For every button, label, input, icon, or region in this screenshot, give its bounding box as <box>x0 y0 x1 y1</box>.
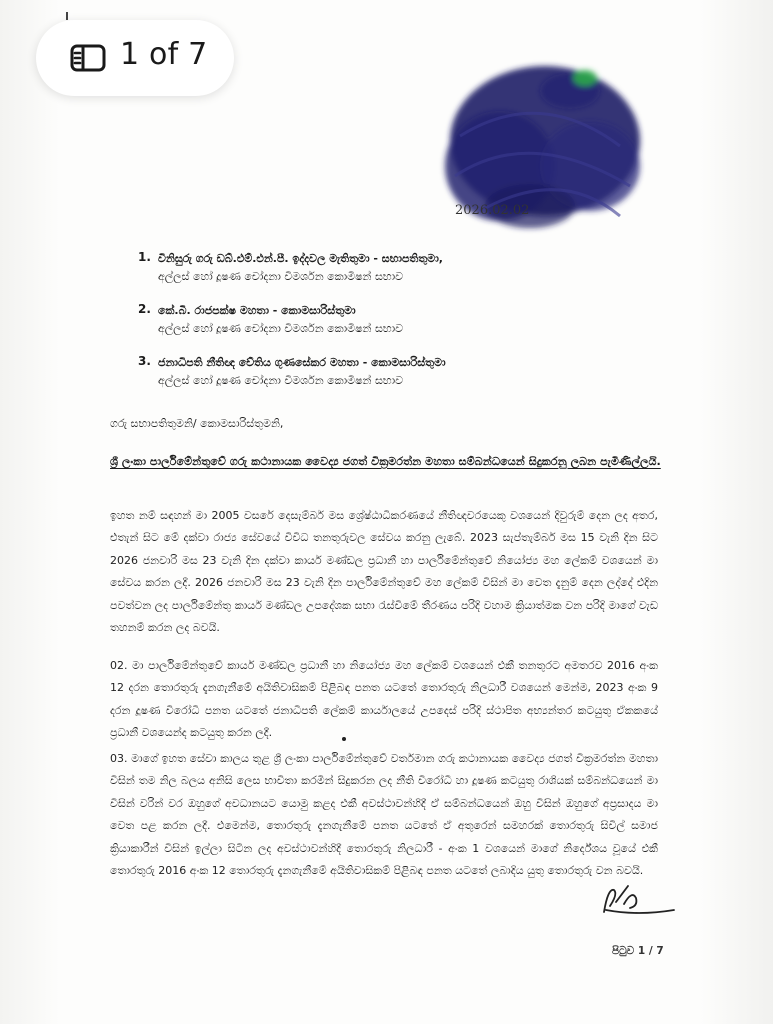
recipient-list <box>130 250 590 406</box>
page-counter-text: 1 of 7 <box>120 37 208 72</box>
recipient-item <box>130 302 590 338</box>
letter-date: 2026.02.02 <box>455 203 530 218</box>
recipient-organization: අල්ලස් හෝ දූෂණ චෝදනා විමර්ශන කොමිෂන් සභාව <box>158 322 404 335</box>
recipient-number: 2. <box>138 302 151 316</box>
page-footer: පිටුව 1 / 7 <box>612 945 664 957</box>
body-paragraph-2: 02. මා පාර්ලිමේන්තුවේ කාර්ය මණ්ඩල ප්‍රධානී හා නියෝජ්‍ය මහ ලේකම් වශයෙන් එකී තනතුරට අමතරව 2016 අංක 12 දරන තොරතුරු දැනගැනීමේ අයිතිවාසිකම් පිළිබඳ පනත යටතේ තොරතුරු නිලධාරී වශයෙන් මෙන්ම, 2023 අංක 9 දරන දූෂණ විරෝධී පනත යටතේ ජනාධිපති ලේකම් කාර්යාලයේ උපදෙස් පරිදි ස්ථාපිත අභ්‍යන්තර කටයුතු ඒකකයේ ප්‍රධානී වශයෙන්ද කටයුතු කරන ලදී. <box>110 659 658 740</box>
scan-dot <box>342 737 346 741</box>
recipient-name: විනිසුරු ගරු ඩබ්.එම්.එන්.පී. ඉද්දවල මැතිතුමා - සභාපතිතුමා, <box>158 252 443 265</box>
recipient-organization: අල්ලස් හෝ දූෂණ චෝදනා විමර්ශන කොමිෂන් සභාව <box>158 374 404 387</box>
recipient-item <box>130 354 590 390</box>
recipient-name: ජනාධිපති නීතිඥ චේතිය ගුණසේකර මහතා - කොමසාරිස්තුමා <box>158 356 446 369</box>
recipient-number: 1. <box>138 250 151 264</box>
letter-subject: ශ්‍රී ලංකා පාර්ලිමේන්තුවේ ගරු කථානායක වෛද්‍ය ජගත් වික්‍රමරත්න මහතා සම්බන්ධයෙන් සිදුකරනු ලබන පැමිණිල්ලයි. <box>110 455 661 468</box>
body-paragraph-1: ඉහත නම් සඳහන් මා 2005 වසරේ දෙසැම්බර් මස ශ්‍රේෂ්ඨාධිකරණයේ නීතිඥවරයෙකු වශයෙන් දිවුරුම් දෙන ලද අතර, එතැන් සිට මේ දක්වා රාජ්‍ය සේවයේ විවිධ තනතුරුවල සේවය කරනු ලැබේ. 2023 සැප්තැම්බර් මස 15 වැනි දින සිට 2026 ජනවාරි මස 23 වැනි දින දක්වා කාර්ය මණ්ඩල ප්‍රධානී හා පාර්ලිමේන්තුවේ නියෝජ්‍ය මහ ලේකම් වශයෙන් මා සේවය කරන ලදී. 2026 ජනවාරි මස 23 වැනි දින පාර්ලිමේන්තුවේ මහ ලේකම් විසින් මා වෙත දැනුම් දෙන ලද්දේ එදින පවත්වන ලද පාර්ලිමේන්තු කාර්ය මණ්ඩල උපදේශක සභා රැස්වීමේ තීරණය පරිදි වහාම ක්‍රියාත්මක වන පරිදි මාගේ වැඩ තහනම් කරන ලද බවයි. <box>110 509 658 635</box>
recipient-name: කේ.බී. රාජපක්ෂ මහතා - කොමසාරිස්තුමා <box>158 304 356 317</box>
recipient-organization: අල්ලස් හෝ දූෂණ චෝදනා විමර්ශන කොමිෂන් සභාව <box>158 270 404 283</box>
scan-mark <box>66 12 68 20</box>
recipient-item <box>130 250 590 286</box>
page-list-icon <box>70 44 106 72</box>
body-paragraph-3: 03. මාගේ ඉහත සේවා කාලය තුළ ශ්‍රී ලංකා පාර්ලිමේන්තුවේ වර්තමාන ගරු කථානායක වෛද්‍ය ජගත් වික්‍රමරත්න මහතා විසින් තම නිල බලය අනිසි ලෙස භාවිතා කරමින් සිදුකරන ලද නීති විරෝධී හා දූෂණ කටයුතු රාශියක් සම්බන්ධයෙන් මා විසින් වරින් වර ඔහුගේ අවධානයට යොමු කළද එකී අවස්ථාවන්හිදී ඒ සම්බන්ධයෙන් ඔහු විසින් ඔහුගේ අප්‍රසාදය මා වෙත පළ කරන ලදී. එමෙන්ම, තොරතුරු දැනගැනීමේ පනත යටතේ ඒ අතුරෙන් සමහරක් තොරතුරු සිවිල් සමාජ ක්‍රියාකාරීන් විසින් ඉල්ලා සිටින ලද අවස්ථාවන්හිදී තොරතුරු නිලධාරී - අංක 1 වශයෙන් මාගේ නිර්දේශය වූයේ එකී තොරතුරු 2016 අංක 12 තොරතුරු දැනගැනීමේ අයිතිවාසිකම් පිළිබඳ පනත යටතේ ලබාදිය යුතු තොරතුරු වන බවයි. <box>110 752 658 878</box>
page-counter-pill[interactable] <box>36 20 234 96</box>
recipient-number: 3. <box>138 354 151 368</box>
handwritten-signature <box>598 880 678 920</box>
salutation: ගරු සභාපතිතුමනි/ කොමසාරිස්තුමනි, <box>110 417 284 430</box>
